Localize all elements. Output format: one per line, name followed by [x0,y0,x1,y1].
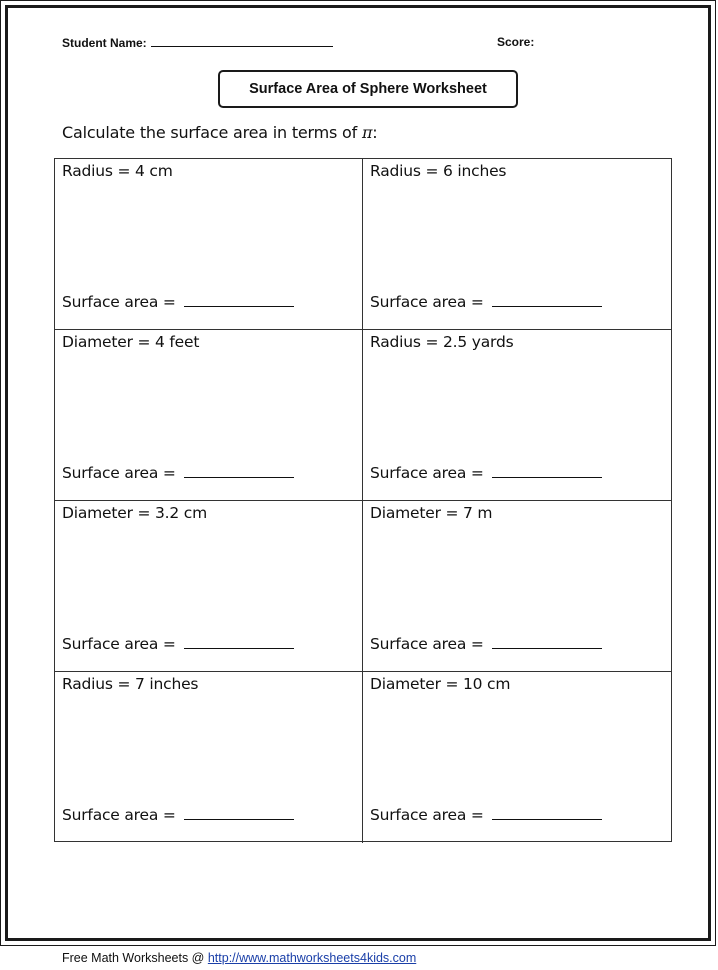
problem-prompt: Diameter = 4 feet [62,333,200,351]
problem-cell-4 [363,330,671,501]
answer-blank[interactable] [184,634,294,649]
answer-blank[interactable] [492,634,602,649]
answer-row [370,463,602,482]
answer-label: Surface area = [62,293,176,311]
instruction-suffix: : [372,123,378,142]
score-label: Score: [497,35,535,49]
answer-row [370,292,602,311]
problem-prompt: Diameter = 10 cm [370,675,511,693]
answer-blank[interactable] [492,805,602,820]
problem-cell-3 [55,330,363,501]
problem-prompt: Diameter = 7 m [370,504,493,522]
problem-cell-8 [363,672,671,843]
student-name-field [62,35,333,50]
problem-prompt: Radius = 4 cm [62,162,173,180]
problem-cell-2 [363,159,671,330]
answer-blank[interactable] [184,292,294,307]
problem-cell-5 [55,501,363,672]
answer-row [62,805,294,824]
score-field [497,35,534,49]
footer-link[interactable]: http://www.mathworksheets4kids.com [207,951,417,965]
student-name-blank [151,35,333,47]
answer-blank[interactable] [184,463,294,478]
answer-label: Surface area = [370,464,484,482]
problem-prompt: Diameter = 3.2 cm [62,504,208,522]
answer-blank[interactable] [492,463,602,478]
problem-cell-6 [363,501,671,672]
instruction-text [62,123,377,142]
problem-prompt: Radius = 2.5 yards [370,333,514,351]
instruction-body: Calculate the surface area in terms of [62,123,362,142]
answer-label: Surface area = [370,635,484,653]
student-name-label: Student Name: [62,36,147,50]
footer [62,951,416,965]
answer-row [62,463,294,482]
footer-text: Free Math Worksheets @ [62,951,208,965]
answer-label: Surface area = [62,806,176,824]
answer-row [370,805,602,824]
problem-cell-7 [55,672,363,843]
worksheet-title: Surface Area of Sphere Worksheet [249,81,487,97]
answer-label: Surface area = [370,293,484,311]
answer-blank[interactable] [184,805,294,820]
answer-row [62,634,294,653]
answer-label: Surface area = [370,806,484,824]
problem-grid [54,158,672,842]
answer-row [62,292,294,311]
answer-row [370,634,602,653]
problem-prompt: Radius = 7 inches [62,675,199,693]
pi-symbol: π [361,123,373,142]
problem-prompt: Radius = 6 inches [370,162,507,180]
worksheet-title-box [218,70,518,108]
answer-label: Surface area = [62,464,176,482]
problem-cell-1 [55,159,363,330]
answer-label: Surface area = [62,635,176,653]
answer-blank[interactable] [492,292,602,307]
